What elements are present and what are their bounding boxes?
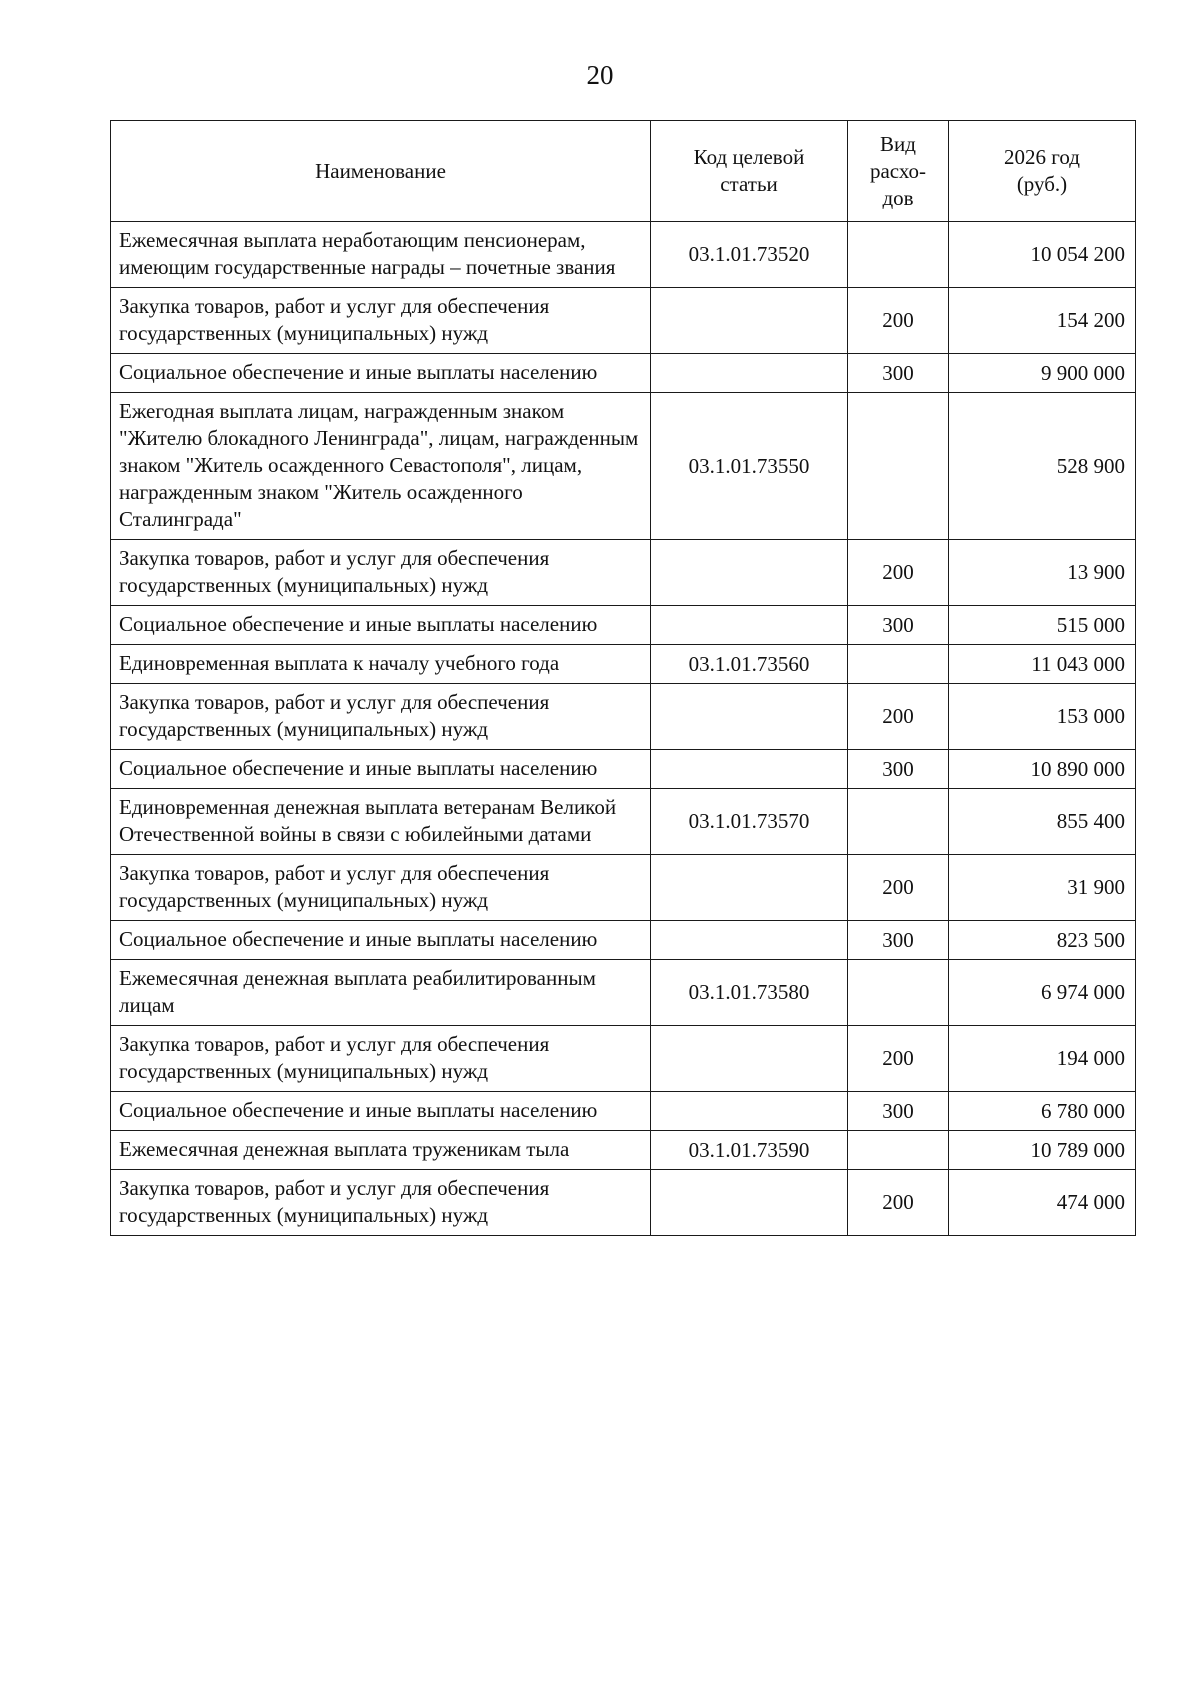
row-amount-cell: 10 054 200 (949, 222, 1136, 288)
row-expense-kind-cell (848, 645, 949, 684)
table-row (111, 393, 1136, 540)
row-target-code-cell: 03.1.01.73570 (651, 789, 848, 855)
row-target-code-cell (651, 540, 848, 606)
row-amount-cell: 515 000 (949, 606, 1136, 645)
row-amount-cell: 474 000 (949, 1170, 1136, 1236)
row-expense-kind-cell: 200 (848, 1026, 949, 1092)
row-name-cell: Единовременная выплата к началу учебного года (111, 645, 651, 684)
table-row (111, 1092, 1136, 1131)
row-name-cell: Социальное обеспечение и иные выплаты населению (111, 750, 651, 789)
row-expense-kind-cell (848, 789, 949, 855)
row-target-code-cell (651, 354, 848, 393)
row-name-cell: Ежемесячная выплата неработающим пенсионерам, имеющим государственные награды – почетные звания (111, 222, 651, 288)
header-name: Наименование (111, 121, 651, 222)
row-expense-kind-cell: 200 (848, 540, 949, 606)
row-target-code-cell (651, 1092, 848, 1131)
row-amount-cell: 31 900 (949, 855, 1136, 921)
row-expense-kind-cell: 200 (848, 684, 949, 750)
table-row (111, 1170, 1136, 1236)
row-name-cell: Ежемесячная денежная выплата реабилитированным лицам (111, 960, 651, 1026)
row-amount-cell: 154 200 (949, 288, 1136, 354)
row-amount-cell: 194 000 (949, 1026, 1136, 1092)
row-target-code-cell (651, 750, 848, 789)
row-expense-kind-cell: 200 (848, 1170, 949, 1236)
row-amount-cell: 6 780 000 (949, 1092, 1136, 1131)
row-amount-cell: 528 900 (949, 393, 1136, 540)
row-expense-kind-cell: 300 (848, 606, 949, 645)
row-name-cell: Социальное обеспечение и иные выплаты населению (111, 921, 651, 960)
row-expense-kind-cell: 300 (848, 750, 949, 789)
row-expense-kind-cell: 200 (848, 855, 949, 921)
row-expense-kind-cell: 300 (848, 1092, 949, 1131)
row-name-cell: Закупка товаров, работ и услуг для обеспечения государственных (муниципальных) нужд (111, 855, 651, 921)
table-row (111, 1026, 1136, 1092)
table-row (111, 645, 1136, 684)
row-expense-kind-cell (848, 960, 949, 1026)
budget-table (110, 120, 1136, 1236)
header-target-code: Код целевой статьи (651, 121, 848, 222)
row-target-code-cell (651, 1170, 848, 1236)
row-name-cell: Закупка товаров, работ и услуг для обеспечения государственных (муниципальных) нужд (111, 1026, 651, 1092)
table-row (111, 684, 1136, 750)
row-target-code-cell: 03.1.01.73560 (651, 645, 848, 684)
row-name-cell: Закупка товаров, работ и услуг для обеспечения государственных (муниципальных) нужд (111, 540, 651, 606)
row-expense-kind-cell (848, 222, 949, 288)
row-name-cell: Закупка товаров, работ и услуг для обеспечения государственных (муниципальных) нужд (111, 684, 651, 750)
row-amount-cell: 153 000 (949, 684, 1136, 750)
row-expense-kind-cell (848, 393, 949, 540)
table-row (111, 789, 1136, 855)
row-amount-cell: 823 500 (949, 921, 1136, 960)
table-row (111, 921, 1136, 960)
row-target-code-cell: 03.1.01.73520 (651, 222, 848, 288)
row-name-cell: Ежемесячная денежная выплата труженикам тыла (111, 1131, 651, 1170)
table-row (111, 960, 1136, 1026)
row-name-cell: Ежегодная выплата лицам, награжденным знаком "Жителю блокадного Ленинграда", лицам, награжденным знаком "Житель осажденного Севастополя", лицам, награжденным знаком "Житель осажденного Сталинграда" (111, 393, 651, 540)
row-expense-kind-cell (848, 1131, 949, 1170)
header-expense-kind: Вид расхо- дов (848, 121, 949, 222)
header-year-2026: 2026 год (руб.) (949, 121, 1136, 222)
row-target-code-cell (651, 855, 848, 921)
row-name-cell: Закупка товаров, работ и услуг для обеспечения государственных (муниципальных) нужд (111, 1170, 651, 1236)
row-amount-cell: 9 900 000 (949, 354, 1136, 393)
row-target-code-cell (651, 921, 848, 960)
table-body (111, 222, 1136, 1236)
row-name-cell: Единовременная денежная выплата ветеранам Великой Отечественной войны в связи с юбилейными датами (111, 789, 651, 855)
row-name-cell: Социальное обеспечение и иные выплаты населению (111, 606, 651, 645)
row-target-code-cell: 03.1.01.73580 (651, 960, 848, 1026)
row-amount-cell: 13 900 (949, 540, 1136, 606)
table-row (111, 1131, 1136, 1170)
row-expense-kind-cell: 300 (848, 354, 949, 393)
row-amount-cell: 855 400 (949, 789, 1136, 855)
table-row (111, 606, 1136, 645)
table-row (111, 855, 1136, 921)
row-target-code-cell (651, 606, 848, 645)
row-target-code-cell: 03.1.01.73550 (651, 393, 848, 540)
row-amount-cell: 6 974 000 (949, 960, 1136, 1026)
table-row (111, 750, 1136, 789)
table-row (111, 222, 1136, 288)
row-name-cell: Закупка товаров, работ и услуг для обеспечения государственных (муниципальных) нужд (111, 288, 651, 354)
row-target-code-cell (651, 684, 848, 750)
table-row (111, 540, 1136, 606)
row-target-code-cell (651, 288, 848, 354)
row-amount-cell: 10 789 000 (949, 1131, 1136, 1170)
page-number: 20 (586, 60, 614, 90)
row-name-cell: Социальное обеспечение и иные выплаты населению (111, 354, 651, 393)
row-amount-cell: 11 043 000 (949, 645, 1136, 684)
table-row (111, 288, 1136, 354)
row-name-cell: Социальное обеспечение и иные выплаты населению (111, 1092, 651, 1131)
row-target-code-cell (651, 1026, 848, 1092)
table-row (111, 354, 1136, 393)
row-amount-cell: 10 890 000 (949, 750, 1136, 789)
table-header-row (111, 121, 1136, 222)
row-target-code-cell: 03.1.01.73590 (651, 1131, 848, 1170)
row-expense-kind-cell: 300 (848, 921, 949, 960)
row-expense-kind-cell: 200 (848, 288, 949, 354)
